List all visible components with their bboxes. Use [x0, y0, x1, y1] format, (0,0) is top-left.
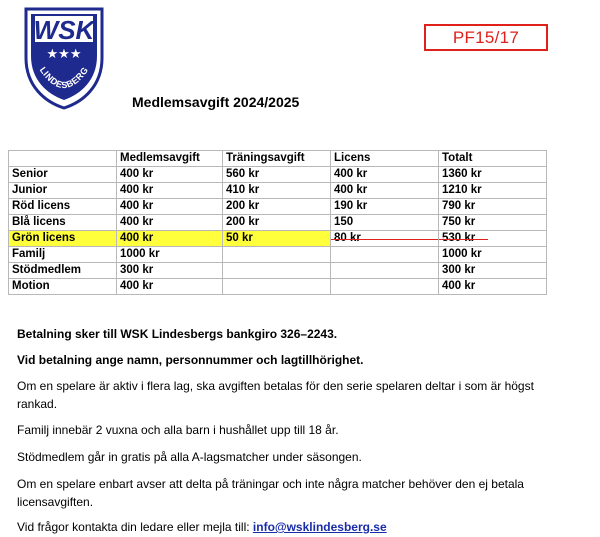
table-cell-struck [439, 231, 547, 247]
table-cell: 400 kr [439, 279, 547, 295]
bankgiro-info: Betalning sker till WSK Lindesbergs bankgiro 326–2243. [17, 327, 338, 341]
table-cell: 400 kr [331, 167, 439, 183]
table-cell: 1210 kr [439, 183, 547, 199]
table-row [9, 279, 547, 295]
table-cell [331, 263, 439, 279]
table-row [9, 215, 547, 231]
table-cell: 200 kr [223, 199, 331, 215]
table-cell: 300 kr [117, 263, 223, 279]
table-cell: 150 [331, 215, 439, 231]
table-cell: Motion [9, 279, 117, 295]
table-cell: Familj [9, 247, 117, 263]
table-cell: 790 kr [439, 199, 547, 215]
training-only-note: Om en spelare enbart avser att delta på träningar och inte några matcher behöver den ej betala licensavgiften. [17, 477, 524, 509]
table-cell: Röd licens [9, 199, 117, 215]
table-row [9, 247, 547, 263]
table-cell: 400 kr [117, 199, 223, 215]
logo-brand-text: WSK [33, 15, 95, 45]
table-cell: 410 kr [223, 183, 331, 199]
supporter-note: Stödmedlem går in gratis på alla A-lagsmatcher under säsongen. [17, 450, 362, 464]
table-row [9, 263, 547, 279]
table-cell: 300 kr [439, 263, 547, 279]
table-cell-highlighted: Grön licens [9, 231, 117, 247]
document-code-stamp: PF15/17 [424, 24, 548, 51]
wsk-shield-icon [23, 6, 105, 110]
table-header-cell: Träningsavgift [223, 151, 331, 167]
table-cell: Stödmedlem [9, 263, 117, 279]
contact-line [17, 518, 577, 536]
logo-town-text: LINDESBERG [37, 65, 91, 91]
table-header-row [9, 151, 547, 167]
table-cell [223, 279, 331, 295]
table-cell: Blå licens [9, 215, 117, 231]
table-cell: 400 kr [117, 183, 223, 199]
table-cell [331, 247, 439, 263]
table-cell [223, 263, 331, 279]
club-logo [23, 6, 105, 110]
table-header-cell: Totalt [439, 151, 547, 167]
contact-prefix: Vid frågor kontakta din ledare eller mejla till: [17, 520, 253, 534]
table-header-cell: Licens [331, 151, 439, 167]
strikethrough-line [331, 239, 438, 240]
table-cell: 1360 kr [439, 167, 547, 183]
table-header-cell [9, 151, 117, 167]
table-cell [223, 247, 331, 263]
table-row [9, 183, 547, 199]
table-cell: 400 kr [331, 183, 439, 199]
table-cell: 200 kr [223, 215, 331, 231]
struck-value: 530 kr [442, 232, 476, 244]
table-cell: Junior [9, 183, 117, 199]
table-cell: 750 kr [439, 215, 547, 231]
table-cell: 400 kr [117, 279, 223, 295]
table-cell: 190 kr [331, 199, 439, 215]
table-cell: 400 kr [117, 215, 223, 231]
logo-stars: ★★★ [46, 47, 82, 62]
table-cell: 1000 kr [439, 247, 547, 263]
fee-table [8, 150, 547, 295]
multi-team-note: Om en spelare är aktiv i flera lag, ska avgiften betalas för den serie spelaren deltar i som är högst rankad. [17, 379, 534, 411]
table-cell: Senior [9, 167, 117, 183]
page-title: Medlemsavgift 2024/2025 [132, 94, 300, 110]
struck-value: 80 kr [334, 232, 361, 244]
table-cell: 1000 kr [117, 247, 223, 263]
table-cell: 560 kr [223, 167, 331, 183]
table-cell-highlighted: 400 kr [117, 231, 223, 247]
family-note: Familj innebär 2 vuxna och alla barn i hushållet upp till 18 år. [17, 423, 339, 437]
table-cell-highlighted: 50 kr [223, 231, 331, 247]
table-row-highlighted [9, 231, 547, 247]
table-cell: 400 kr [117, 167, 223, 183]
table-cell [331, 279, 439, 295]
table-row [9, 199, 547, 215]
contact-email-link[interactable]: info@wsklindesberg.se [252, 520, 387, 534]
table-header-cell: Medlemsavgift [117, 151, 223, 167]
table-cell-struck [331, 231, 439, 247]
payment-instruction: Vid betalning ange namn, personnummer och lagtillhörighet. [17, 353, 364, 367]
table-row [9, 167, 547, 183]
strikethrough-line [439, 239, 488, 240]
